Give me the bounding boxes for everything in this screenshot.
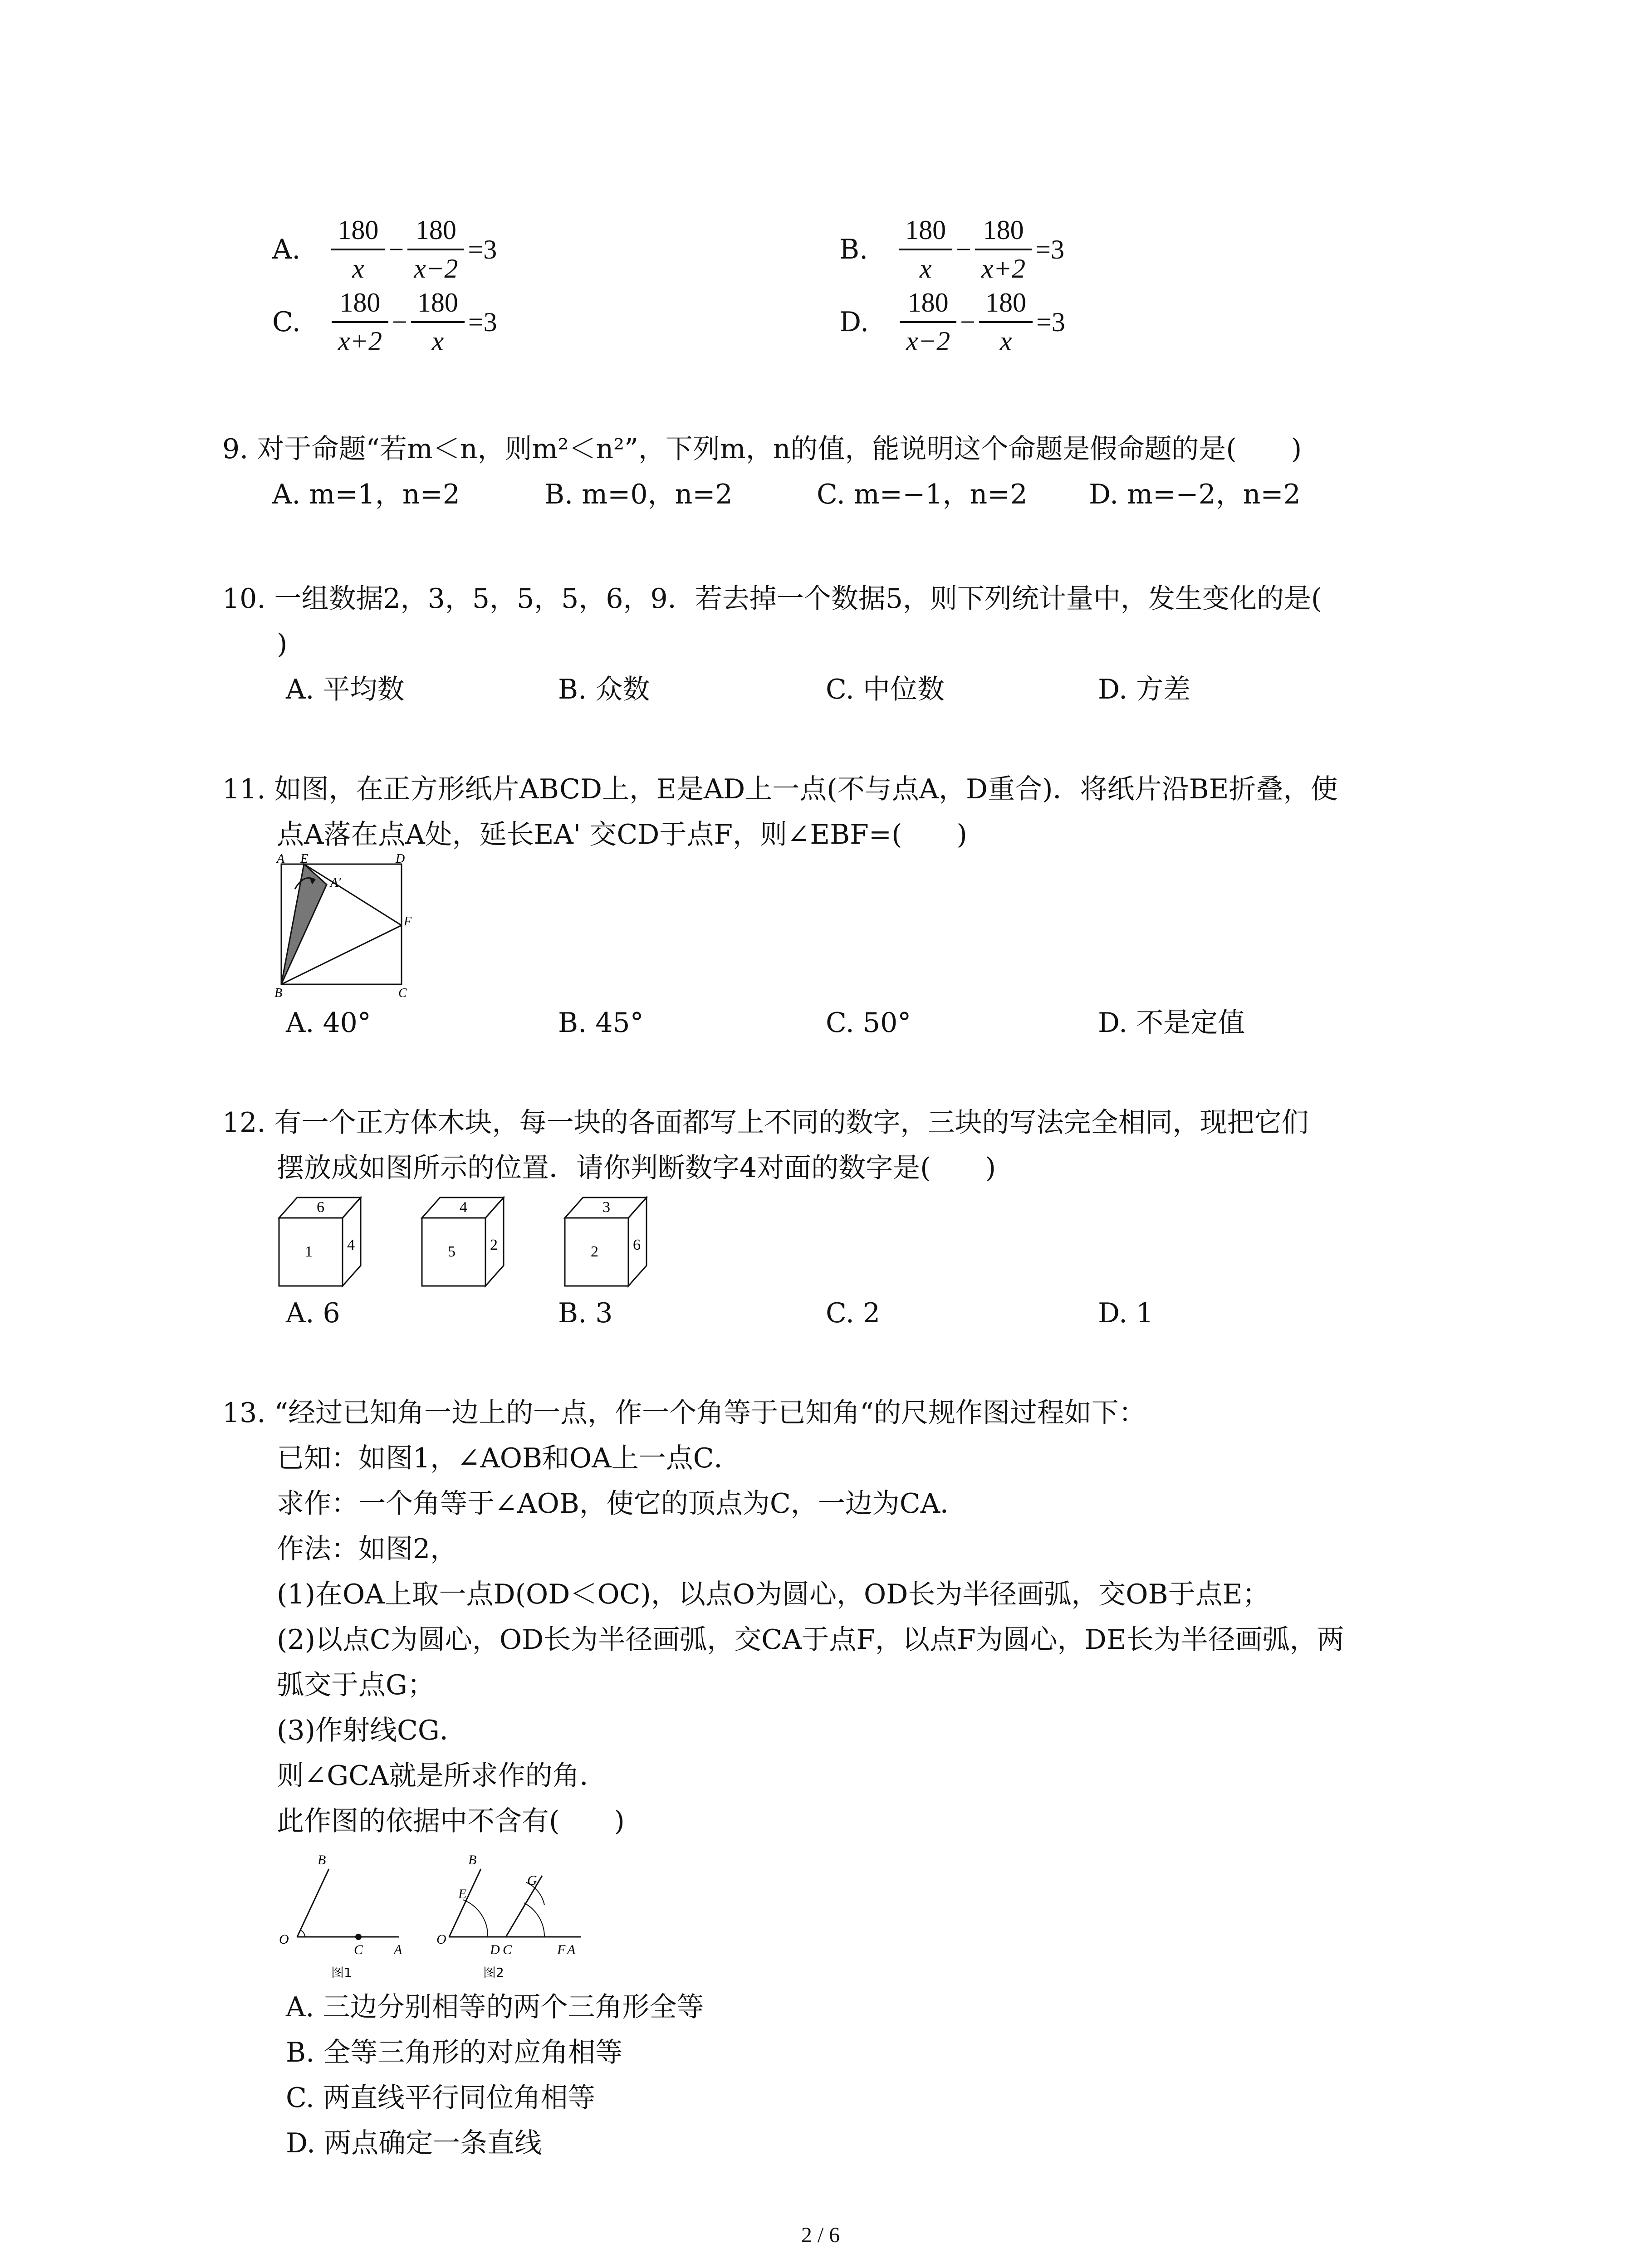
svg-text:C: C <box>398 986 407 1000</box>
q10-option-a: A. 平均数 <box>286 674 405 705</box>
q11-option-b: B. 45° <box>558 1007 644 1039</box>
q9-stem: 9. 对于命题“若m＜n，则m²＜n²”，下列m，n的值，能说明这个命题是假命题的是( ) <box>222 433 1302 465</box>
svg-text:A': A' <box>330 876 341 890</box>
q13-option-a: A. 三边分别相等的两个三角形全等 <box>286 1991 704 2023</box>
svg-text:6: 6 <box>317 1199 324 1216</box>
q8-option-c: C. $\frac{180}{x+2}$ − $\frac{180}{x}$ =3 <box>272 288 497 356</box>
svg-text:A: A <box>277 853 285 866</box>
q11-option-a: A. 40° <box>286 1007 371 1039</box>
q10-stem-line2: ) <box>277 628 288 660</box>
q13-step-2-cont: 弧交于点G； <box>277 1669 435 1701</box>
svg-text:O: O <box>436 1932 446 1947</box>
cube-3 <box>565 1198 647 1286</box>
q12-stem-line1: 12. 有一个正方体木块，每一块的各面都写上不同的数字，三块的写法完全相同，现把它们 <box>222 1107 1309 1139</box>
q13-conclusion: 则∠GCA就是所求作的角． <box>277 1760 607 1792</box>
q13-option-d: D. 两点确定一条直线 <box>286 2127 542 2159</box>
svg-text:C: C <box>503 1942 512 1957</box>
q11-stem-line2: 点A落在点A处，延长EA' 交CD于点F，则∠EBF=( ) <box>277 819 967 850</box>
svg-text:O: O <box>279 1932 289 1947</box>
q9-option-d: D. m=−2，n=2 <box>1089 479 1301 510</box>
svg-text:A: A <box>567 1942 576 1957</box>
svg-text:1: 1 <box>305 1243 313 1260</box>
q9-option-a: A. m=1，n=2 <box>272 479 460 510</box>
q8-option-a: A. $\frac{180}{x}$ − $\frac{180}{x-2}$ =3 <box>272 215 497 284</box>
q11-option-c: C. 50° <box>826 1007 911 1039</box>
q9-option-b: B. m=0，n=2 <box>544 479 733 510</box>
svg-text:C: C <box>354 1942 363 1957</box>
svg-text:E: E <box>300 853 309 866</box>
q12-option-b: B. 3 <box>558 1297 613 1329</box>
q13-question: 此作图的依据中不含有( ) <box>277 1805 625 1837</box>
svg-text:5: 5 <box>448 1243 456 1260</box>
cube-1 <box>279 1198 361 1286</box>
q11-option-d: D. 不是定值 <box>1098 1007 1245 1039</box>
q13-step-3: (3)作射线CG． <box>277 1715 467 1746</box>
svg-text:G: G <box>527 1873 537 1888</box>
q12-option-a: A. 6 <box>286 1297 340 1329</box>
q12-option-c: C. 2 <box>826 1297 881 1329</box>
svg-text:2: 2 <box>591 1243 598 1260</box>
svg-text:D: D <box>490 1942 500 1957</box>
cube-2 <box>422 1198 504 1286</box>
q13-step-1: (1)在OA上取一点D(OD＜OC)，以点O为圆心，OD长为半径画弧，交OB于点E； <box>277 1579 1270 1610</box>
svg-text:6: 6 <box>633 1237 641 1253</box>
q13-step-2: (2)以点C为圆心，OD长为半径画弧，交CA于点F，以点F为圆心，DE长为半径画弧，两 <box>277 1624 1344 1656</box>
q12-stem-line2: 摆放成如图所示的位置．请你判断数字4对面的数字是( ) <box>277 1152 996 1184</box>
svg-text:4: 4 <box>347 1237 355 1253</box>
svg-text:B: B <box>318 1853 326 1867</box>
q13-figure-2 <box>436 1853 581 1980</box>
svg-text:4: 4 <box>460 1199 467 1216</box>
q10-option-b: B. 众数 <box>558 674 650 705</box>
q11-square-figure <box>272 853 422 1002</box>
q13-option-b: B. 全等三角形的对应角相等 <box>286 2037 623 2068</box>
svg-text:图2: 图2 <box>483 1965 504 1980</box>
svg-text:F: F <box>557 1942 566 1957</box>
svg-text:B: B <box>274 986 283 1000</box>
svg-text:F: F <box>404 914 412 929</box>
q13-option-c: C. 两直线平行同位角相等 <box>286 2082 595 2114</box>
q8-option-d: D. $\frac{180}{x-2}$ − $\frac{180}{x}$ =3 <box>839 288 1065 356</box>
svg-text:A: A <box>394 1942 402 1957</box>
svg-text:E: E <box>458 1887 467 1901</box>
q8-option-b: B. $\frac{180}{x}$ − $\frac{180}{x+2}$ =3 <box>839 215 1064 284</box>
svg-text:B: B <box>468 1853 477 1867</box>
page-number: 2 / 6 <box>801 2223 840 2247</box>
svg-text:图1: 图1 <box>331 1965 352 1980</box>
q10-option-c: C. 中位数 <box>826 674 945 705</box>
q13-stem: 13. “经过已知角一边上的一点，作一个角等于已知角“的尺规作图过程如下： <box>222 1397 1146 1429</box>
q13-given: 已知：如图1，∠AOB和OA上一点C． <box>277 1442 741 1474</box>
q10-stem-line1: 10. 一组数据2，3，5，5，5，6，9．若去掉一个数据5，则下列统计量中，发生变化的是( <box>222 583 1322 615</box>
q12-option-d: D. 1 <box>1098 1297 1154 1329</box>
q13-required: 求作：一个角等于∠AOB，使它的顶点为C，一边为CA． <box>277 1488 968 1520</box>
svg-text:2: 2 <box>490 1237 498 1253</box>
q13-figures <box>272 1842 599 1982</box>
q13-figure-1 <box>279 1853 402 1980</box>
q13-method: 作法：如图2， <box>277 1533 458 1565</box>
q9-option-c: C. m=−1，n=2 <box>817 479 1028 510</box>
q11-stem-line1: 11. 如图，在正方形纸片ABCD上，E是AD上一点(不与点A，D重合)．将纸片沿BE折叠，使 <box>222 773 1338 805</box>
q12-cubes-figure <box>272 1188 681 1293</box>
q10-option-d: D. 方差 <box>1098 674 1191 705</box>
svg-text:3: 3 <box>603 1199 610 1216</box>
svg-text:D: D <box>396 853 405 866</box>
